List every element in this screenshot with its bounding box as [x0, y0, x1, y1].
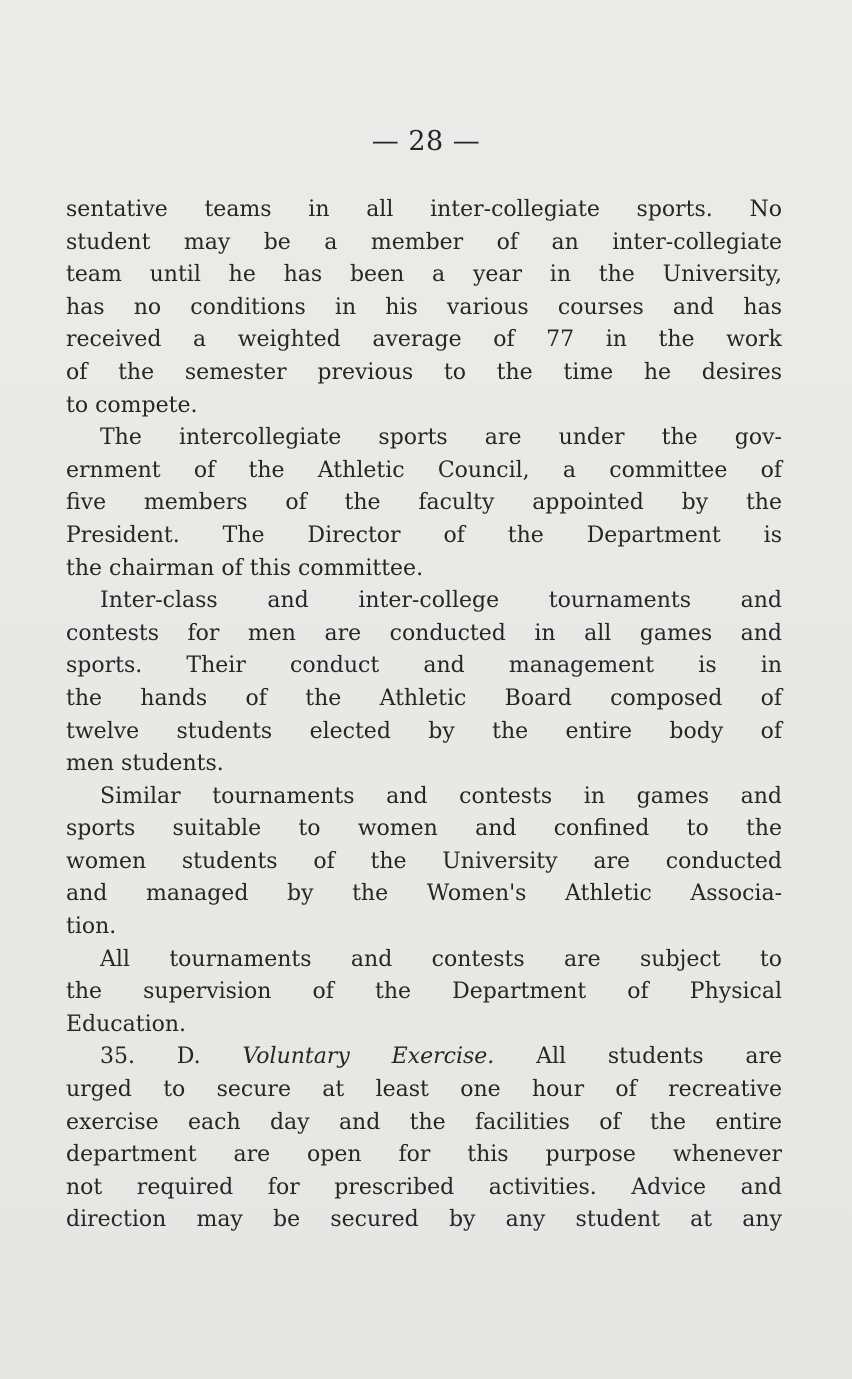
text-line: Inter-class and inter-college tournaments and [100, 588, 782, 614]
text-line: direction may be secured by any student at any [66, 1207, 782, 1233]
text-line: tion. [66, 914, 117, 940]
text-line: Education. [66, 1011, 187, 1037]
section-suffix: All students are [494, 1044, 783, 1070]
text-line: twelve students elected by the entire body of [66, 718, 782, 744]
text-line: President. The Director of the Department is [66, 522, 782, 548]
text-line-section-35 [66, 1041, 782, 1074]
text-line: the hands of the Athletic Board composed of [66, 685, 782, 711]
section-prefix: 35. D. [100, 1044, 243, 1070]
text-line: has no conditions in his various courses and has [66, 294, 782, 320]
text-line: contests for men are conducted in all games and [66, 620, 782, 646]
text-line: team until he has been a year in the University, [66, 262, 782, 288]
text-line: not required for prescribed activities. Advice and [66, 1174, 782, 1200]
page-number: — 28 — [371, 126, 481, 157]
text-line: student may be a member of an inter-collegiate [66, 229, 782, 255]
text-line: men students. [66, 751, 224, 777]
text-line: five members of the faculty appointed by the [66, 490, 782, 516]
text-line: the chairman of this committee. [66, 555, 424, 581]
text-line: the supervision of the Department of Physical [66, 979, 782, 1005]
text-line: sports suitable to women and confined to the [66, 816, 782, 842]
text-line: sentative teams in all inter-collegiate sports. No [66, 197, 782, 222]
text-line: of the semester previous to the time he desires [66, 359, 782, 385]
text-line: to compete. [66, 392, 198, 418]
text-line: and managed by the Women's Athletic Associa- [66, 881, 782, 907]
text-line: exercise each day and the facilities of the entire [66, 1109, 782, 1135]
text-line: received a weighted average of 77 in the work [66, 327, 782, 353]
text-line: women students of the University are conducted [66, 848, 782, 874]
text-line: ernment of the Athletic Council, a committee of [66, 457, 782, 483]
text-line: The intercollegiate sports are under the gov- [100, 425, 782, 451]
text-line: All tournaments and contests are subject to [100, 946, 782, 972]
text-line: Similar tournaments and contests in games and [100, 783, 782, 809]
text-line: department are open for this purpose whenever [66, 1142, 782, 1168]
text-line: urged to secure at least one hour of recreative [66, 1077, 782, 1103]
body-text [66, 194, 782, 1237]
text-line: sports. Their conduct and management is in [66, 653, 782, 679]
section-heading-italic: Voluntary Exercise. [242, 1044, 495, 1070]
